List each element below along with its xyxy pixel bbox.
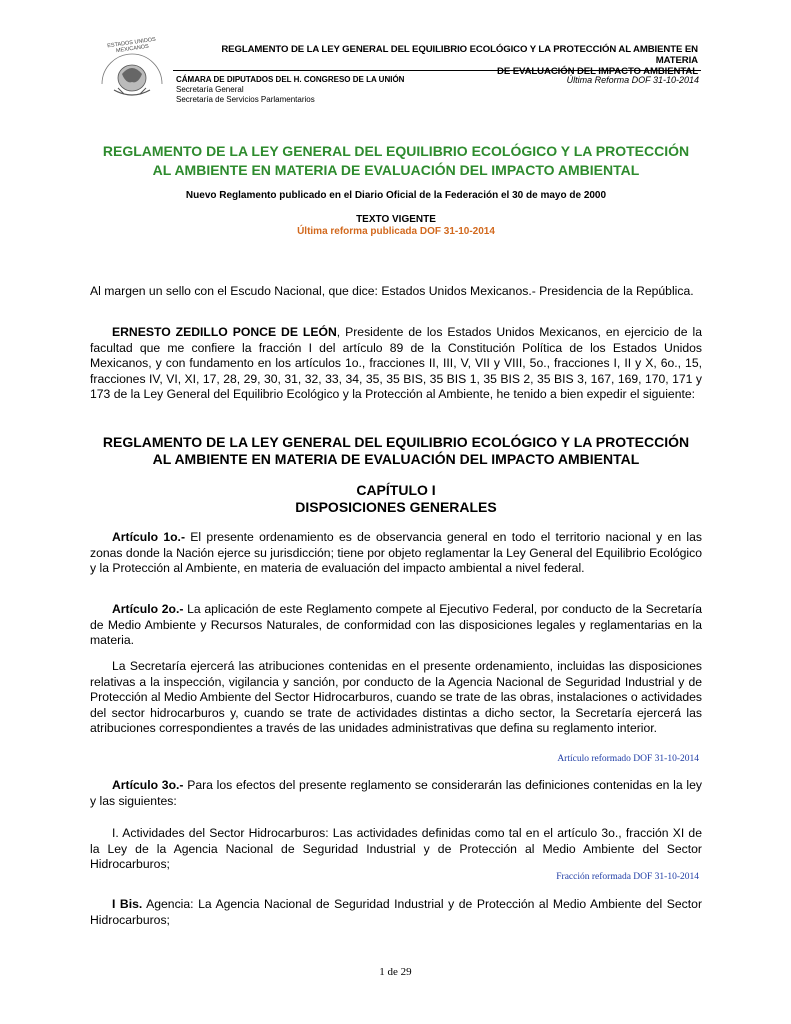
article-3: [90, 778, 702, 809]
article-2-text: La aplicación de este Reglamento compete al Ejecutivo Federal, por conducto de la Secretaría de Medio Ambiente y Recursos Naturales, de conformidad con las disposiciones legales y reglamentarias en la materia.: [90, 602, 702, 648]
page-number: 1 de 29: [379, 966, 412, 978]
fraction-1: I. Actividades del Sector Hidrocarburos: Las actividades definidas como tal en el artículo 3o., fracción XI de la Ley de la Agencia Nacional de Seguridad Industrial y de Protección al Medio Ambiente del Sector Hidrocarburos;: [90, 826, 702, 872]
text-status: [90, 214, 702, 238]
document-title-line1: REGLAMENTO DE LA LEY GENERAL DEL EQUILIBRIO ECOLÓGICO Y LA PROTECCIÓN: [102, 143, 690, 159]
fraction-1-bis-text: Agencia: La Agencia Nacional de Seguridad Industrial y de Protección al Medio Ambiente del Sector Hidrocarburos;: [90, 897, 702, 927]
article-2-paragraph-2: La Secretaría ejercerá las atribuciones contenidas en el presente ordenamiento, incluidas las disposiciones relativas a la inspección, vigilancia y sanción, por conducto de la Agencia Nacional de Seguridad Industrial y de Protección al Medio Ambiente del Sector Hidrocarburos, cuando se trate de las obras, instalaciones o actividades del sector hidrocarburos y, cuando se trate de actividades distintas a dicho sector, la Secretaría ejercerá las atribuciones correspondientes a través de las unidades administrativas que defina su reglamento interior.: [90, 659, 702, 736]
fraction-1-bis: [90, 897, 702, 928]
header-title-line1: REGLAMENTO DE LA LEY GENERAL DEL EQUILIBRIO ECOLÓGICO Y LA PROTECCIÓN AL AMBIENTE EN MATERIA: [221, 44, 698, 66]
ultima-reforma: Última reforma publicada DOF 31-10-2014: [297, 226, 495, 237]
article-2: [90, 602, 702, 649]
preamble-text: , Presidente de los Estados Unidos Mexicanos, en ejercicio de la facultad que me confiere la fracción I del artículo 89 de la Constitución Política de los Estados Unidos Mexicanos, y con fundamento en los artículos 1o., fracciones II, III, V, VII y VIII, 5o., fracciones I, II y X, 6o., 15, fracciones IV, VI, XI, 17, 28, 29, 30, 31, 32, 33, 34, 35, 35 BIS, 35 BIS 1, 35 BIS 2, 35 BIS 3, 167, 169, 170, 171 y 173 de la Ley General del Equilibrio Ecológico y la Protección al Ambiente, he tenido a bien expedir el siguiente:: [90, 325, 702, 402]
article-2-label: Artículo 2o.-: [112, 602, 184, 616]
article-3-text: Para los efectos del presente reglamento se considerarán las definiciones contenidas en la ley y las siguientes:: [90, 778, 702, 808]
header-institution: [176, 75, 404, 105]
article-1-label: Artículo 1o.-: [112, 530, 185, 544]
last-reform-header: Última Reforma DOF 31-10-2014: [566, 75, 699, 85]
article-2-reform-note: Artículo reformado DOF 31-10-2014: [557, 754, 699, 764]
article-1: [90, 530, 702, 577]
chapter-heading: [90, 482, 702, 516]
chamber-name: CÁMARA DE DIPUTADOS DEL H. CONGRESO DE LA UNIÓN: [176, 75, 405, 84]
paragraph-preamble: [90, 325, 702, 403]
secretaria-servicios: Secretaría de Servicios Parlamentarios: [176, 95, 315, 104]
publication-subtitle: Nuevo Reglamento publicado en el Diario Oficial de la Federación el 30 de mayo de 2000: [185, 190, 607, 201]
article-1-text: El presente ordenamiento es de observancia general en todo el territorio nacional y en las zonas donde la Nación ejerce su jurisdicción; tiene por objeto reglamentar la Ley General del Equilibrio Ecológico y la Protección al Ambiente, en materia de evaluación del impacto ambiental a nivel federal.: [90, 530, 702, 576]
secretaria-general: Secretaría General: [176, 85, 244, 94]
header-title: [180, 44, 698, 77]
header-divider: [173, 70, 701, 71]
president-name: ERNESTO ZEDILLO PONCE DE LEÓN: [112, 325, 337, 339]
seal-text: ESTADOS UNIDOS MEXICANOS: [106, 36, 157, 55]
fraction-1-bis-label: I Bis.: [112, 897, 143, 911]
texto-vigente: TEXTO VIGENTE: [356, 214, 436, 225]
chapter-number: CAPÍTULO I: [356, 482, 436, 498]
document-title: [90, 142, 702, 180]
fraction-1-reform-note: Fracción reformada DOF 31-10-2014: [556, 872, 699, 882]
regulation-heading-line2: AL AMBIENTE EN MATERIA DE EVALUACIÓN DEL IMPACTO AMBIENTAL: [152, 451, 640, 467]
regulation-heading: [90, 434, 702, 468]
article-3-label: Artículo 3o.-: [112, 778, 184, 792]
document-title-line2: AL AMBIENTE EN MATERIA DE EVALUACIÓN DEL IMPACTO AMBIENTAL: [152, 162, 640, 178]
paragraph-margin-seal: Al margen un sello con el Escudo Nacional, que dice: Estados Unidos Mexicanos.- Presidencia de la República.: [90, 284, 694, 298]
regulation-heading-line1: REGLAMENTO DE LA LEY GENERAL DEL EQUILIBRIO ECOLÓGICO Y LA PROTECCIÓN: [102, 434, 690, 450]
header-title-line2: DE EVALUACIÓN DEL IMPACTO AMBIENTAL: [497, 66, 698, 77]
chapter-title: DISPOSICIONES GENERALES: [295, 499, 497, 515]
